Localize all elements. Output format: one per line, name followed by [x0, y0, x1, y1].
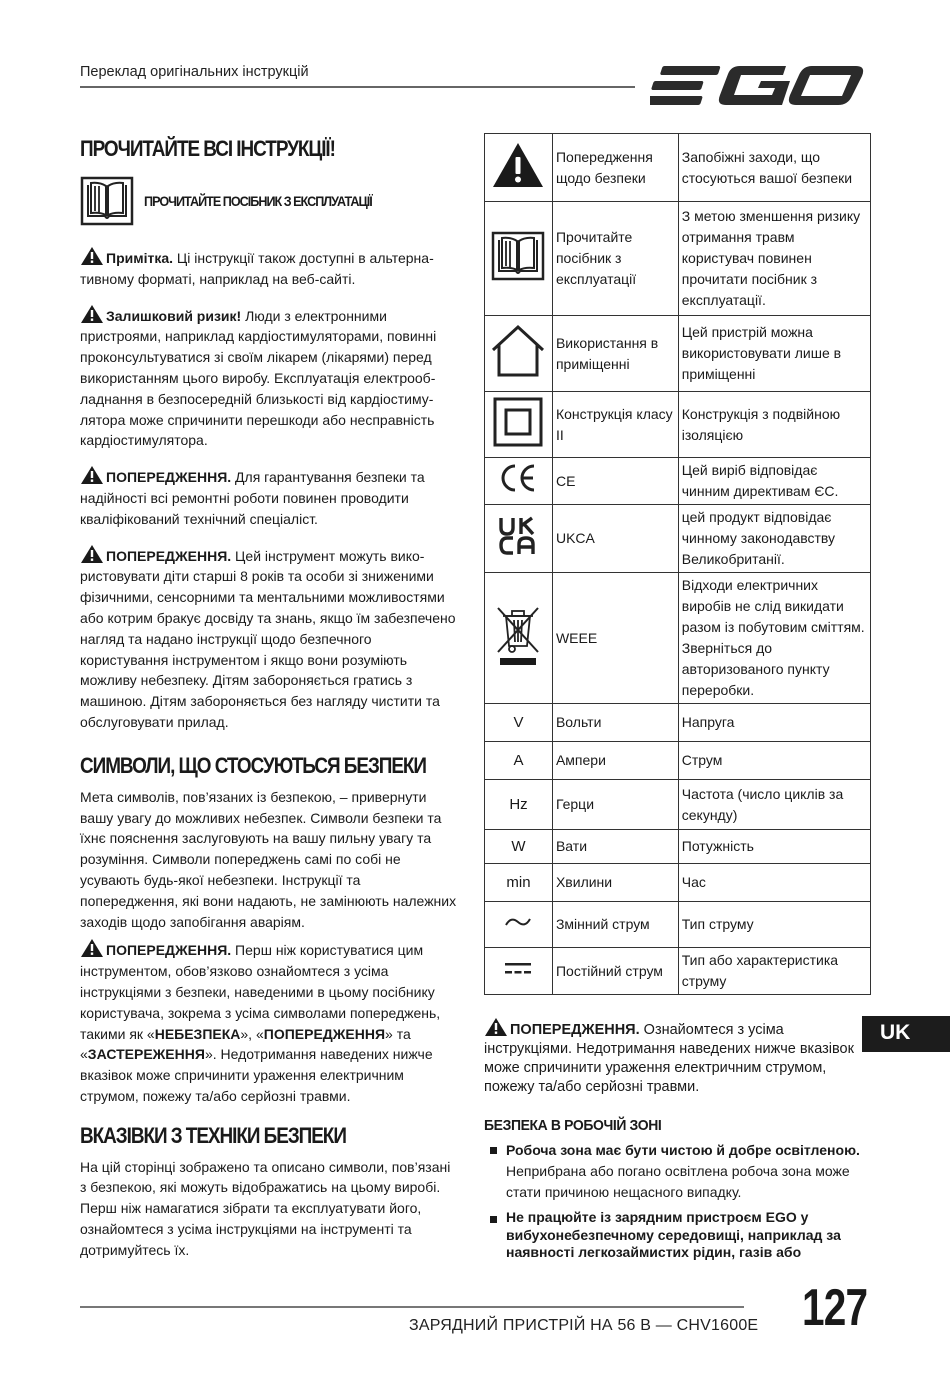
- symbol-name: Вольти: [552, 704, 678, 742]
- guidelines-paragraph: На цій сторінці зображено та описано символи, пов’язані з безпекою, які можуть відображатись на цьому виробі. Перш ніж намагатися зібрати та експлуатувати його, ознайомтеся з усіма інструкціями на інструменті та дотримуйтесь їх.: [80, 1158, 451, 1258]
- watt-icon: W: [485, 830, 553, 864]
- volt-icon: V: [485, 704, 553, 742]
- symbol-description: Цей виріб відповідає чинним директивам ЄС.: [678, 458, 870, 505]
- symbol-cell: [485, 573, 553, 704]
- symbol-name: Використання в приміщенні: [552, 316, 678, 392]
- item-bold: Робоча зона має бути чистою й добре освітленою.: [506, 1142, 860, 1158]
- item-bold: Не працюйте із зарядним пристроєм EGO у вибухонебезпечному середовищі, наприклад за наявності легкозаймистих рідин, газів або: [506, 1209, 841, 1260]
- symbol-cell: [485, 134, 553, 202]
- dc-current-icon: [504, 960, 532, 976]
- table-row: [485, 392, 871, 458]
- symbol-description: Конструкція з подвійною ізоляцією: [678, 392, 870, 458]
- symbol-description: Струм: [678, 742, 870, 780]
- symbol-cell: [485, 316, 553, 392]
- read-manual-icon: [80, 176, 134, 226]
- ac-current-icon: [503, 914, 533, 930]
- right-column: [484, 133, 871, 1262]
- heading-read-all: ПРОЧИТАЙТЕ ВСІ ІНСТРУКЦІЇ!: [80, 136, 335, 161]
- note-text: Ці інструкції також доступні в альтернативному форматі, наприклад на веб-сайті.: [80, 250, 434, 287]
- symbol-description: Потужність: [678, 830, 870, 864]
- symbol-name: CE: [552, 458, 678, 505]
- table-row: [485, 202, 871, 316]
- read-manual-label: ПРОЧИТАЙТЕ ПОСІБНИК З ЕКСПЛУАТАЦІЇ: [144, 193, 372, 209]
- table-row: [485, 573, 871, 704]
- residual-text: Люди з електронними пристроями, наприклад кардіостимуляторами, повинні проконсультуватися зі своїм лікарем (лікарями) перед використанням цього виробу. Експлуатація електрообладнання в безпосередній близькості від кардіостимулятора може спричинити перешкоди або несправність кардіостимулятора.: [80, 307, 437, 449]
- ukca-mark-icon: [498, 516, 538, 556]
- warning-triangle-icon: [80, 938, 104, 958]
- symbol-name: Попередження щодо безпеки: [552, 134, 678, 202]
- symbol-name: Постійний струм: [552, 948, 678, 995]
- heading-safety-guidelines: ВКАЗІВКИ З ТЕХНІКИ БЕЗПЕКИ: [80, 1122, 346, 1148]
- symbol-name: WEEE: [552, 573, 678, 704]
- symbol-name: UKCA: [552, 505, 678, 573]
- weee-bin-icon: [494, 602, 542, 668]
- list-item: [488, 1209, 871, 1262]
- symbol-description: Частота (число циклів за секунду): [678, 780, 870, 830]
- symbol-name: Вати: [552, 830, 678, 864]
- symbol-description: Час: [678, 864, 870, 902]
- symbol-cell: [485, 458, 553, 505]
- warning-text: Цей інструмент можуть використовувати діти старші 8 років та особи зі зниженими фізичними, сенсорними та ментальними можливостями або котрим бракує досвіду та знань, якщо їм забезпечено нагляд та надано інструкції щодо безпечного користування інструментом і якщо вони розуміють можливу небезпеку. Дітям забороняється гратись з машиною. Дітям забороняється без нагляду чистити та обслуговувати прилад.: [80, 547, 456, 730]
- minute-icon: min: [485, 864, 553, 902]
- left-column: [80, 130, 460, 1261]
- residual-risk-paragraph: [80, 304, 460, 452]
- warning-text-b: ». Недотримання наведених нижче вказівок може спричинити ураження електричним струмом, пожежу та/або серйозні травми.: [80, 1046, 433, 1104]
- read-manual-row: [80, 176, 460, 226]
- symbol-name: Змінний струм: [552, 902, 678, 948]
- symbol-description: Цей пристрій можна використовувати лише в приміщенні: [678, 316, 870, 392]
- list-item: [488, 1140, 871, 1203]
- symbol-description: Запобіжні заходи, що стосуються вашої безпеки: [678, 134, 870, 202]
- term-danger: НЕБЕЗПЕКА: [154, 1025, 241, 1042]
- warning-triangle-icon: [484, 1017, 508, 1037]
- symbol-cell: [485, 505, 553, 573]
- symbol-name: Хвилини: [552, 864, 678, 902]
- hertz-icon: Hz: [485, 780, 553, 830]
- symbol-description: Тип або характеристика струму: [678, 948, 870, 995]
- warning-lead: ПОПЕРЕДЖЕННЯ.: [106, 942, 232, 959]
- footer-divider: [80, 1306, 744, 1308]
- heading-safety-symbols: СИМВОЛИ, ЩО СТОСУЮТЬСЯ БЕЗПЕКИ: [80, 752, 427, 778]
- symbol-description: цей продукт відповідає чинному законодавству Великобританії.: [678, 505, 870, 573]
- warning-triangle-icon: [80, 544, 104, 564]
- item-text: Неприбрана або погано освітлена робоча зона може стати причиною нещасного випадку.: [506, 1163, 850, 1200]
- warning-lead: ПОПЕРЕДЖЕННЯ.: [510, 1022, 640, 1038]
- work-area-list: [488, 1140, 871, 1262]
- table-row: [485, 505, 871, 573]
- symbol-name: Герци: [552, 780, 678, 830]
- header-title: Переклад оригінальних інструкцій: [80, 64, 309, 80]
- ampere-icon: A: [485, 742, 553, 780]
- warning-right-paragraph: [484, 1017, 871, 1097]
- symbol-description: З метою зменшення ризику отримання травм користувач повинен прочитати посібник з експлуатації.: [678, 202, 870, 316]
- term-warning: ПОПЕРЕДЖЕННЯ: [263, 1025, 386, 1042]
- table-row: [485, 704, 871, 742]
- warning-lead: ПОПЕРЕДЖЕННЯ.: [106, 469, 232, 486]
- symbol-cell: [485, 948, 553, 995]
- read-manual-icon: [491, 231, 545, 281]
- warning-triangle-icon: [80, 465, 104, 485]
- symbol-name: Конструкція класу II: [552, 392, 678, 458]
- warning-triangle-icon: [80, 304, 104, 324]
- symbol-cell: [485, 392, 553, 458]
- separator: », «: [240, 1025, 264, 1042]
- warning-children-paragraph: [80, 544, 460, 733]
- table-row: [485, 780, 871, 830]
- warning-repair-paragraph: [80, 465, 460, 529]
- warning-text: Для гарантування безпеки та надійності всі ремонтні роботи повинен проводити кваліфікований технічний спеціаліст.: [80, 469, 425, 527]
- residual-lead: Залишковий ризик!: [106, 307, 242, 324]
- symbol-cell: [485, 902, 553, 948]
- warning-read-all-paragraph: [80, 938, 460, 1106]
- warning-triangle-icon: [491, 141, 545, 189]
- ce-mark-icon: [498, 463, 538, 493]
- ego-logo-icon: [650, 62, 865, 110]
- warning-text: Ознайомтеся з усіма інструкціями. Недотримання наведених нижче вказівок може спричинити ураження електричним струмом, пожежу та/або серйозні травми.: [484, 1022, 854, 1095]
- symbol-name: Ампери: [552, 742, 678, 780]
- symbol-cell: [485, 202, 553, 316]
- symbol-description: Напруга: [678, 704, 870, 742]
- note-paragraph: [80, 246, 460, 290]
- footer-product: ЗАРЯДНИЙ ПРИСТРІЙ НА 56 В — CHV1600E: [409, 1317, 759, 1334]
- table-row: [485, 902, 871, 948]
- warning-text-a: Перш ніж користуватися цим інструментом, обов’язково ознайомтеся з усіма інструкціями з безпеки, наведеними в цьому посібнику користувача, зокрема з усіма символами попереджень, такими як «: [80, 942, 441, 1042]
- symbols-intro-paragraph: Мета символів, пов’язаних із безпекою, – привернути вашу увагу до можливих небезпек. Символи безпеки та їхнє пояснення заслуговують на вашу пильну увагу та розуміння. Символи попереджень самі по собі не усувають будь-якої небезпеки. Інструкції та попередження, які вони надають, не замінюють належних заходів щодо запобігання аваріям.: [80, 788, 457, 930]
- indoor-house-icon: [489, 324, 547, 378]
- table-row: [485, 830, 871, 864]
- table-row: [485, 134, 871, 202]
- warning-lead: ПОПЕРЕДЖЕННЯ.: [106, 547, 232, 564]
- term-caution: ЗАСТЕРЕЖЕННЯ: [87, 1046, 205, 1063]
- table-row: [485, 316, 871, 392]
- page-number: 127: [802, 1279, 868, 1337]
- symbol-name: Прочитайте посібник з експлуатації: [552, 202, 678, 316]
- language-tab: UK: [862, 1016, 950, 1052]
- symbol-description: Відходи електричних виробів не слід викидати разом із побутовим сміттям. Зверніться до авторизованого пункту переробки.: [678, 573, 870, 704]
- separator: » та «: [80, 1025, 411, 1063]
- symbols-table: [484, 133, 871, 995]
- table-row: [485, 458, 871, 505]
- table-row: [485, 742, 871, 780]
- warning-triangle-icon: [80, 246, 104, 266]
- table-row: [485, 948, 871, 995]
- note-lead: Примітка.: [106, 250, 174, 266]
- table-row: [485, 864, 871, 902]
- class-ii-icon: [492, 396, 544, 448]
- header-divider: [80, 86, 635, 88]
- heading-work-area-safety: БЕЗПЕКА В РОБОЧІЙ ЗОНІ: [484, 1117, 662, 1134]
- symbol-description: Тип струму: [678, 902, 870, 948]
